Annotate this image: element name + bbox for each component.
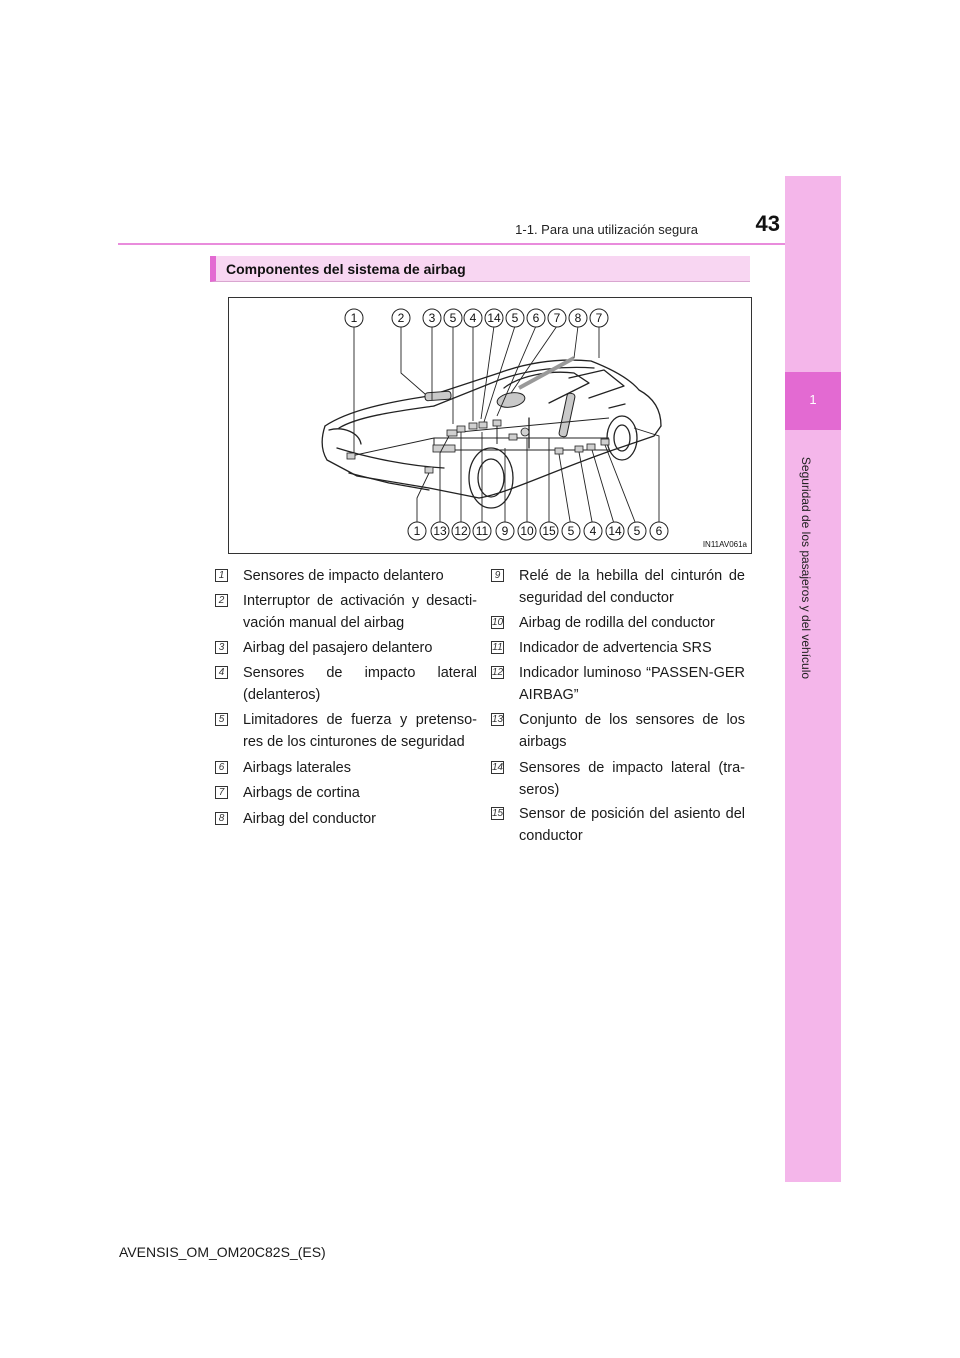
legend-text: Sensor de posición del asiento del conductor [519, 806, 745, 844]
callout-label: 1 [350, 311, 358, 325]
legend-item [215, 590, 477, 634]
legend-text: Airbag del pasajero delantero [243, 640, 433, 656]
car-illustration [229, 298, 751, 553]
callout-label: 1 [413, 524, 421, 538]
legend-number: 9 [491, 569, 504, 582]
legend-item [491, 565, 745, 609]
legend-text: Indicador de advertencia SRS [519, 640, 712, 656]
bottom-callouts [408, 522, 668, 540]
callout-label: 6 [655, 524, 663, 538]
callout-label: 15 [542, 524, 556, 538]
callout-label: 12 [454, 524, 468, 538]
callout-label: 10 [520, 524, 534, 538]
legend-item [215, 662, 477, 706]
legend-text: Airbag de rodilla del conductor [519, 615, 715, 631]
legend-text: Interruptor de activación y desacti-vación manual del airbag [243, 593, 477, 631]
legend-number: 11 [492, 642, 503, 653]
callout-label: 3 [428, 311, 436, 325]
legend-number: 2 [215, 594, 228, 607]
callout-label: 13 [433, 524, 447, 538]
callout-label: 2 [397, 311, 405, 325]
callout-label: 14 [608, 524, 622, 538]
legend-text: Limitadores de fuerza y pretenso-res de los cinturones de seguridad [243, 712, 477, 750]
callout-label: 9 [501, 524, 509, 538]
airbag-components-figure [228, 297, 752, 554]
sensor-blocks [347, 420, 609, 473]
legend-item [215, 782, 477, 804]
legend-text: Relé de la hebilla del cinturón de seguridad del conductor [519, 568, 745, 606]
page-number: 43 [755, 211, 780, 236]
callout-label: 14 [487, 311, 501, 325]
legend-item [215, 565, 477, 587]
section-title: Componentes del sistema de airbag [210, 256, 750, 282]
legend-item [215, 757, 477, 779]
legend-number: 8 [215, 812, 228, 825]
chapter-side-tab [785, 176, 841, 1182]
callout-label: 5 [567, 524, 575, 538]
legend-text: Airbags de cortina [243, 785, 360, 801]
legend-number: 13 [492, 714, 504, 725]
legend-number: 15 [492, 808, 504, 819]
legend-text: Sensores de impacto delantero [243, 568, 444, 584]
figure-code: IN11AV061a [702, 540, 747, 549]
legend-number: 5 [215, 713, 228, 726]
legend-number: 1 [215, 569, 228, 582]
callout-label: 5 [449, 311, 457, 325]
callout-label: 4 [469, 311, 477, 325]
legend-item [491, 803, 745, 847]
legend-item [491, 709, 745, 753]
callout-label: 5 [633, 524, 641, 538]
legend-number: 6 [215, 761, 228, 774]
legend-item [215, 808, 477, 830]
document-footer-code: AVENSIS_OM_OM20C82S_(ES) [119, 1244, 326, 1260]
header-section-title: 1-1. Para una utilización segura [515, 222, 698, 237]
legend-item [215, 709, 477, 753]
callout-label: 5 [511, 311, 519, 325]
callout-label: 7 [595, 311, 603, 325]
chapter-number: 1 [809, 392, 817, 407]
legend-text: Airbag del conductor [243, 811, 376, 827]
legend-item [491, 612, 745, 634]
legend-number: 12 [492, 667, 504, 678]
legend-item [491, 757, 745, 801]
callout-leaders [354, 318, 659, 527]
legend-text: Airbags laterales [243, 760, 351, 776]
legend-item [491, 662, 745, 706]
callout-label: 6 [532, 311, 540, 325]
chapter-label: Seguridad de los pasajeros y del vehículo [799, 456, 813, 680]
legend-item [215, 637, 477, 659]
callout-label: 11 [475, 524, 489, 538]
legend-text: Conjunto de los sensores de los airbags [519, 712, 745, 750]
legend-number: 7 [215, 786, 228, 799]
legend-item [491, 637, 745, 659]
legend-number: 14 [492, 762, 504, 773]
top-callouts [345, 309, 608, 327]
legend-number: 4 [215, 666, 228, 679]
callout-label: 7 [553, 311, 561, 325]
callout-label: 4 [589, 524, 597, 538]
legend-text: Sensores de impacto lateral (delanteros) [243, 665, 477, 703]
legend-text: Indicador luminoso “PASSEN-GER AIRBAG” [519, 665, 745, 703]
legend-number: 10 [492, 617, 504, 628]
legend-text: Sensores de impacto lateral (tra-seros) [519, 760, 745, 798]
header-divider [118, 243, 785, 245]
legend-number: 3 [215, 641, 228, 654]
callout-label: 8 [574, 311, 582, 325]
